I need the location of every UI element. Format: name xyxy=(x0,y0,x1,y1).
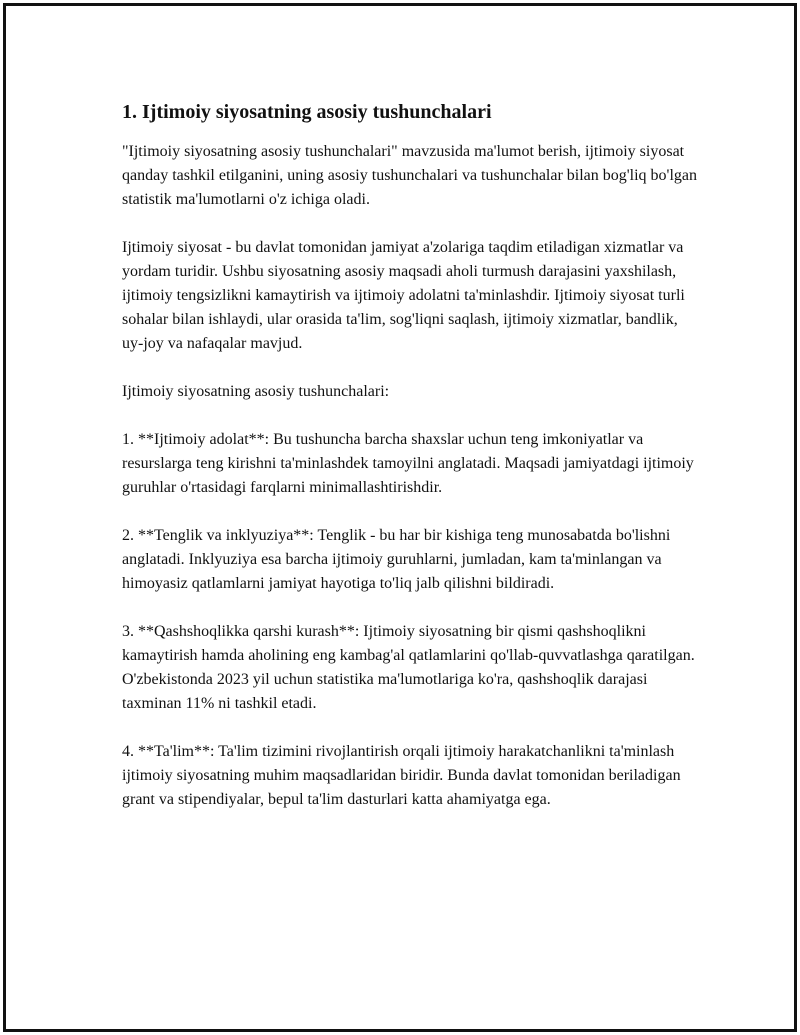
paragraph-concepts-heading: Ijtimoiy siyosatning asosiy tushunchalari: xyxy=(122,383,390,400)
paragraph-item-2: 2. **Tenglik va inklyuziya**: Tenglik - bu har bir kishiga teng munosabatda bo'lishni anglatadi. Inklyuziya esa barcha ijtimoiy guruhlarni, jumladan, kam ta'minlangan va himoyasiz qatlamlarni jamiyat hayotiga to'liq jalb qilishni bildiradi. xyxy=(122,527,671,592)
paragraph-item-3: 3. **Qashshoqlikka qarshi kurash**: Ijtimoiy siyosatning bir qismi qashshoqlikni kamaytirish hamda aholining eng kambag'al qatlamlarini qo'llab-quvvatlashga qaratilgan. O'zbekistonda 2023 yil uchun statistika ma'lumotlariga ko'ra, qashshoqlik darajasi taxminan 11% ni tashkil etadi. xyxy=(122,623,695,712)
paragraph-item-4: 4. **Ta'lim**: Ta'lim tizimini rivojlantirish orqali ijtimoiy harakatchanlikni ta'minlash ijtimoiy siyosatning muhim maqsadlaridan biridir. Bunda davlat tomonidan beriladigan grant va stipendiyalar, bepul ta'lim dasturlari katta ahamiyatga ega. xyxy=(122,743,681,808)
paragraph-item-1: 1. **Ijtimoiy adolat**: Bu tushuncha barcha shaxslar uchun teng imkoniyatlar va resurslarga teng kirishni ta'minlashdek tamoyilni anglatadi. Maqsadi jamiyatdagi ijtimoiy guruhlar o'rtasidagi farqlarni minimallashtirishdir. xyxy=(122,431,694,496)
document-body xyxy=(122,98,702,836)
paragraph-intro: "Ijtimoiy siyosatning asosiy tushunchalari" mavzusida ma'lumot berish, ijtimoiy siyosat qanday tashkil etilganini, uning asosiy tushunchalari va tushunchalar bilan bog'liq bo'lgan statistik ma'lumotlarni o'z ichiga oladi. xyxy=(122,143,697,208)
document-title: 1. Ijtimoiy siyosatning asosiy tushunchalari xyxy=(122,101,492,123)
paragraph-definition: Ijtimoiy siyosat - bu davlat tomonidan jamiyat a'zolariga taqdim etiladigan xizmatlar va yordam turidir. Ushbu siyosatning asosiy maqsadi aholi turmush darajasini yaxshilash, ijtimoiy tengsizlikni kamaytirish va ijtimoiy adolatni ta'minlashdir. Ijtimoiy siyosat turli sohalar bilan ishlaydi, ular orasida ta'lim, sog'liqni saqlash, ijtimoiy xizmatlar, bandlik, uy-joy va nafaqalar mavjud. xyxy=(122,239,685,352)
page-frame xyxy=(3,3,797,1032)
